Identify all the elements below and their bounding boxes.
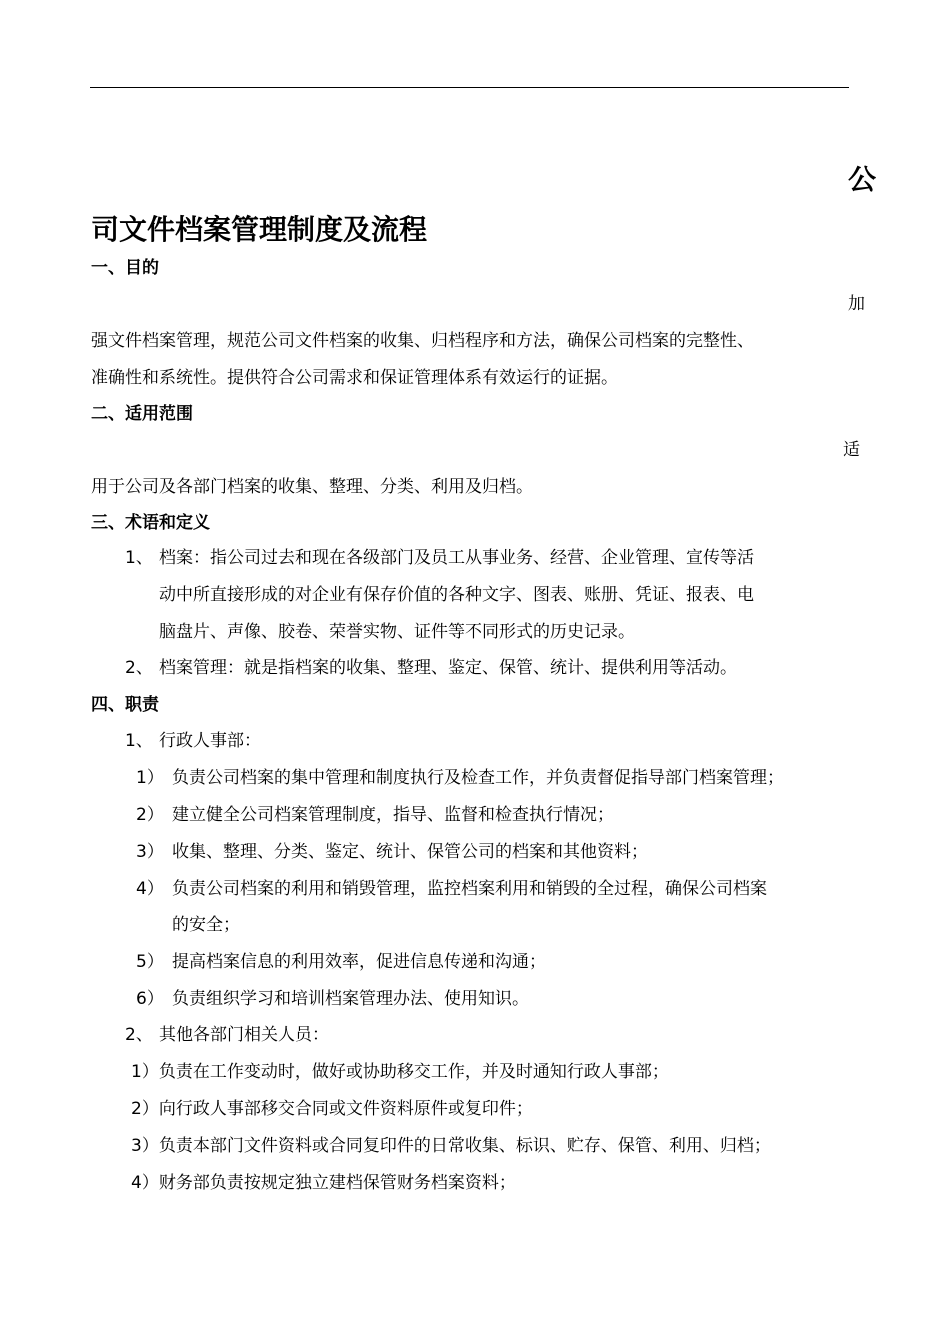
purpose-para-line: 强文件档案管理，规范公司文件档案的收集、归档程序和方法，确保公司档案的完整性、 (91, 331, 754, 351)
duties-item-text: 提高档案信息的利用效率，促进信息传递和沟通； (172, 952, 546, 972)
duties-item-number: 4） (136, 879, 164, 899)
duties-group-number: 2、 (125, 1025, 153, 1045)
duties-item-number: 1） (136, 768, 164, 788)
terms-item-text: 档案：指公司过去和现在各级部门及员工从事业务、经营、企业管理、宣传等活 (159, 548, 754, 568)
duties-item-text: 的安全； (172, 915, 240, 935)
duties-item-number: 3） (136, 842, 164, 862)
duties-group-title: 行政人事部： (159, 731, 261, 751)
section-heading-duties: 四、职责 (91, 695, 159, 715)
duties-group-number: 1、 (125, 731, 153, 751)
section-heading-terms: 三、术语和定义 (91, 513, 210, 533)
duties-item-number: 6） (136, 989, 164, 1009)
terms-item-text: 档案管理：就是指档案的收集、整理、鉴定、保管、统计、提供利用等活动。 (159, 658, 737, 678)
terms-item-number: 1、 (125, 548, 153, 568)
duties-item-text: 建立健全公司档案管理制度，指导、监督和检查执行情况； (172, 805, 614, 825)
section-heading-purpose: 一、目的 (91, 258, 159, 278)
duties-item-number: 2） (136, 805, 164, 825)
terms-item-text: 脑盘片、声像、胶卷、荣誉实物、证件等不同形式的历史记录。 (159, 622, 635, 642)
doc-title: 司文件档案管理制度及流程 (91, 213, 428, 246)
duties-item-text: 3）负责本部门文件资料或合同复印件的日常收集、标识、贮存、保管、利用、归档； (131, 1136, 771, 1156)
terms-item-text: 动中所直接形成的对企业有保存价值的各种文字、图表、账册、凭证、报表、电 (159, 585, 754, 605)
terms-item-number: 2、 (125, 658, 153, 678)
duties-item-text: 负责公司档案的集中管理和制度执行及检查工作，并负责督促指导部门档案管理； (172, 768, 784, 788)
section-heading-scope: 二、适用范围 (91, 404, 193, 424)
header-rule (90, 87, 849, 88)
purpose-para-first-char: 加 (848, 294, 865, 314)
duties-item-text: 负责组织学习和培训档案管理办法、使用知识。 (172, 989, 529, 1009)
duties-group-title: 其他各部门相关人员： (159, 1025, 329, 1045)
duties-item-text: 2）向行政人事部移交合同或文件资料原件或复印件； (131, 1099, 533, 1119)
scope-para-line: 用于公司及各部门档案的收集、整理、分类、利用及归档。 (91, 477, 533, 497)
duties-item-number: 5） (136, 952, 164, 972)
duties-item-text: 负责公司档案的利用和销毁管理，监控档案利用和销毁的全过程，确保公司档案 (172, 879, 767, 899)
purpose-para-line: 准确性和系统性。提供符合公司需求和保证管理体系有效运行的证据。 (91, 368, 618, 388)
duties-item-text: 1）负责在工作变动时，做好或协助移交工作，并及时通知行政人事部； (131, 1062, 669, 1082)
duties-item-text: 4）财务部负责按规定独立建档保管财务档案资料； (131, 1173, 516, 1193)
duties-item-text: 收集、整理、分类、鉴定、统计、保管公司的档案和其他资料； (172, 842, 648, 862)
scope-para-first-char: 适 (843, 440, 860, 460)
doc-title-first-char: 公 (848, 163, 877, 196)
